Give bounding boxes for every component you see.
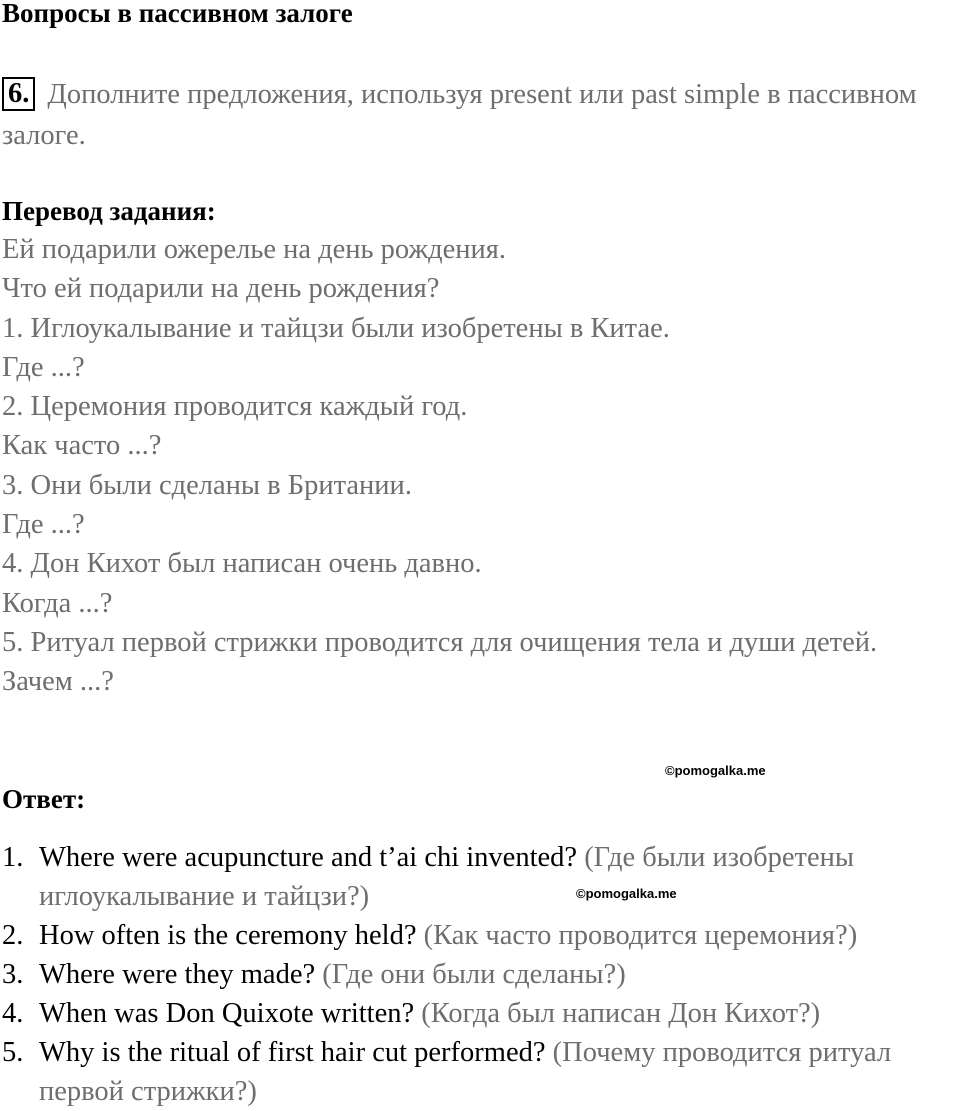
answer-number: 3. bbox=[2, 959, 24, 990]
answer-english: Where were acupuncture and t’ai chi invented? bbox=[39, 842, 578, 873]
translation-line: Где ...? bbox=[2, 351, 85, 383]
translation-heading: Перевод задания: bbox=[2, 196, 216, 226]
watermark: ©pomogalka.me bbox=[665, 763, 766, 778]
answer-russian: (Где они были сделаны?) bbox=[322, 959, 626, 990]
answer-number: 1. bbox=[2, 842, 24, 873]
answer-english: Where were they made? bbox=[39, 959, 316, 990]
watermark: ©pomogalka.me bbox=[576, 886, 677, 901]
answer-item bbox=[0, 838, 960, 916]
translation-line: Зачем ...? bbox=[2, 666, 114, 698]
translation-line: 1. Иглоукалывание и тайцзи были изобретены в Китае. bbox=[2, 312, 670, 344]
answer-number: 4. bbox=[2, 998, 24, 1029]
translation-line: 4. Дон Кихот был написан очень давно. bbox=[2, 548, 482, 580]
answer-russian: (Почему проводится ритуал первой стрижки?) bbox=[39, 1037, 892, 1107]
answer-russian: (Где были изобретены иглоукалывание и тайцзи?) bbox=[39, 842, 855, 912]
answer-item bbox=[0, 916, 960, 955]
answer-number: 2. bbox=[2, 920, 24, 951]
translation-line: Ей подарили ожерелье на день рождения. bbox=[2, 234, 507, 265]
translation-line: 5. Ритуал первой стрижки проводится для очищения тела и души детей. bbox=[2, 626, 878, 658]
answer-english: When was Don Quixote written? bbox=[39, 998, 415, 1029]
answer-number: 5. bbox=[2, 1037, 24, 1068]
translation-line: Когда ...? bbox=[2, 587, 113, 619]
page-title: Вопросы в пассивном залоге bbox=[2, 0, 353, 28]
answer-english: Why is the ritual of first hair cut performed? bbox=[39, 1037, 546, 1068]
translation-line: Как часто ...? bbox=[2, 430, 162, 462]
translation-line: Где ...? bbox=[2, 509, 85, 541]
translation-line: 3. Они были сделаны в Британии. bbox=[2, 469, 412, 501]
task-instruction bbox=[2, 74, 960, 156]
answer-item bbox=[0, 955, 960, 994]
answer-english: How often is the ceremony held? bbox=[39, 920, 417, 951]
answer-heading: Ответ: bbox=[2, 784, 86, 814]
task-text: Дополните предложения, используя present или past simple в пассивном залоге. bbox=[2, 79, 917, 151]
answer-item bbox=[0, 994, 960, 1033]
answer-russian: (Когда был написан Дон Кихот?) bbox=[421, 998, 821, 1029]
translation-line: 2. Церемония проводится каждый год. bbox=[2, 391, 468, 423]
answer-item bbox=[0, 1033, 960, 1111]
task-number-badge: 6. bbox=[2, 77, 35, 111]
translation-lines bbox=[2, 230, 877, 702]
answer-list bbox=[0, 838, 960, 1111]
answer-russian: (Как часто проводится церемония?) bbox=[423, 920, 858, 951]
translation-line: Что ей подарили на день рождения? bbox=[2, 273, 440, 305]
